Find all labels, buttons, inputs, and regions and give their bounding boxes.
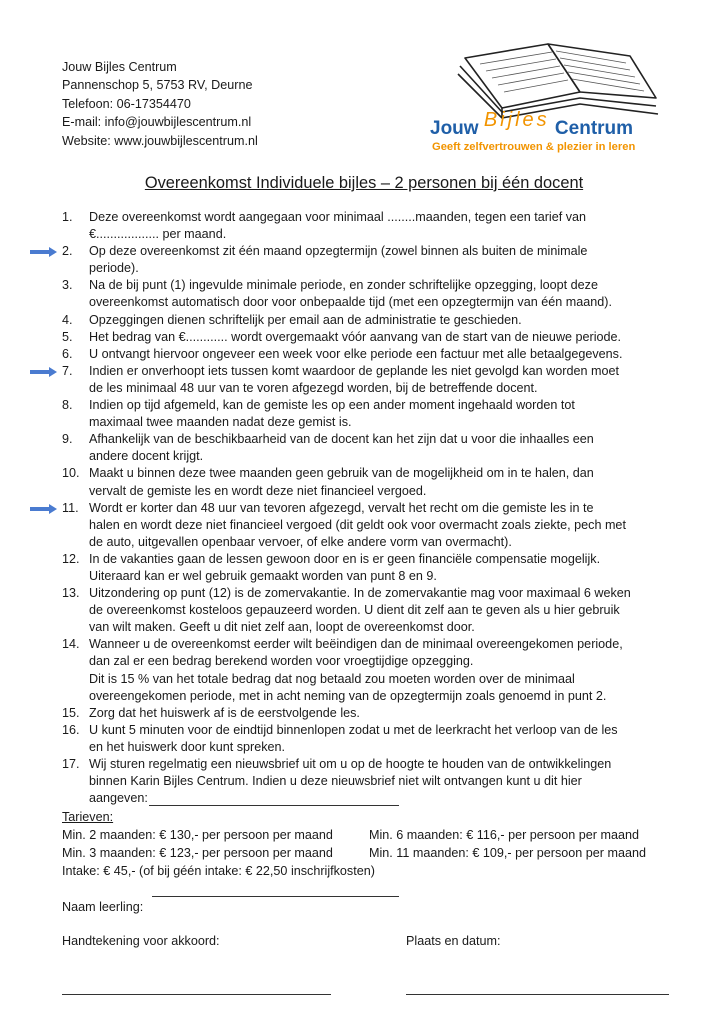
item-text (89, 431, 674, 465)
item-text-line: vervalt de gemiste les en wordt deze niet financieel vergoed. (89, 483, 427, 498)
document-title: Overeenkomst Individuele bijles – 2 personen bij één docent (144, 174, 584, 192)
item-text-line: Deze overeenkomst wordt aangegaan voor minimaal ........maanden, tegen een tarief van (89, 210, 587, 224)
item-text-line: maximaal twee maanden nadat deze gemist is. (89, 415, 352, 430)
item-text-line: Op deze overeenkomst zit één maand opzegtermijn (zowel binnen als buiten de minimale (89, 244, 588, 259)
item-text-line: €.................. per maand. (89, 227, 227, 242)
item-text-line: Zorg dat het huiswerk af is de eerstvolgende les. (89, 705, 360, 720)
tarief-row (62, 844, 647, 862)
address-block (62, 58, 258, 150)
item-number: 17. (62, 757, 80, 771)
item-text-line: de les minimaal 48 uur van te voren afgezegd worden, bij de betreffende docent. (89, 380, 538, 395)
name-input-line[interactable] (152, 896, 399, 897)
item-text (89, 312, 674, 329)
list-item (0, 312, 728, 329)
place-date-line[interactable] (406, 994, 669, 995)
item-number: 7. (62, 363, 73, 378)
tarief-row (62, 826, 639, 844)
logo-word-centrum: Centrum (554, 118, 634, 139)
item-text (89, 397, 674, 431)
item-text-line: Dit is 15 % van het totale bedrag dat nog betaald zou moeten worden over de minimaal (89, 671, 575, 686)
address-phone: Telefoon: 06-17354470 (62, 96, 191, 111)
list-item (0, 431, 728, 465)
address-website: Website: www.jouwbijlescentrum.nl (62, 133, 258, 148)
item-number: 1. (62, 210, 73, 224)
tarief-2-maanden: Min. 2 maanden: € 130,- per persoon per maand (62, 828, 333, 843)
item-number: 14. (62, 637, 80, 652)
item-text-line: Wij sturen regelmatig een nieuwsbrief uit om u op de hoogte te houden van de ontwikkelingen (89, 757, 612, 771)
item-text (89, 585, 674, 636)
item-text-line: Maakt u binnen deze twee maanden geen gebruik van de mogelijkheid om in te halen, dan (89, 466, 594, 481)
tarieven-heading: Tarieven: (62, 810, 114, 824)
item-text (89, 756, 674, 807)
tarief-6-maanden: Min. 6 maanden: € 116,- per persoon per maand (369, 828, 639, 843)
tarief-3-maanden: Min. 3 maanden: € 123,- per persoon per maand (62, 846, 333, 861)
list-item (0, 397, 728, 431)
address-email: E-mail: info@jouwbijlescentrum.nl (62, 115, 252, 130)
item-text (89, 465, 674, 499)
item-number: 11. (62, 500, 79, 515)
company-name: Jouw Bijles Centrum (62, 60, 177, 74)
place-date-label: Plaats en datum: (406, 934, 501, 948)
list-item (0, 500, 728, 551)
item-text-line: aangeven: (89, 790, 674, 807)
item-text-line: overeenkomst automatisch door voor onbepaalde tijd (met een opzegtermijn van één maand). (89, 295, 612, 310)
item-text-line: U kunt 5 minuten voor de eindtijd binnenlopen zodat u met de leerkracht het verloop van de les (89, 722, 618, 737)
item-text (89, 243, 674, 277)
name-label: Naam leerling: (62, 900, 144, 914)
item-text (89, 209, 674, 243)
item-text-line: Uitzondering op punt (12) is de zomervakantie. In de zomervakantie mag voor maximaal 6 weken (89, 586, 631, 601)
item-text-line: van wilt maken. Geeft u dit niet zelf aan, loopt de overeenkomst door. (89, 620, 475, 635)
item-text-line: periode). (89, 261, 139, 276)
list-item (0, 363, 728, 397)
item-number: 16. (62, 722, 80, 737)
tarieven-block (62, 808, 647, 880)
terms-list (0, 209, 728, 807)
logo-word-bijles: Bijles (483, 109, 550, 131)
item-text-line: Indien op tijd afgemeld, kan de gemiste les op een ander moment ingehaald worden tot (89, 398, 575, 413)
item-number: 13. (62, 586, 80, 601)
list-item (0, 209, 728, 243)
item-number: 2. (62, 244, 73, 259)
item-number: 4. (62, 312, 73, 327)
list-item (0, 346, 728, 363)
item-text (89, 636, 674, 704)
item-text-line: Opzeggingen dienen schriftelijk per email aan de administratie te geschieden. (89, 312, 522, 327)
newsletter-optout-line[interactable] (149, 805, 399, 806)
item-number: 8. (62, 398, 73, 413)
item-text-line: Uiteraard kan er wel gebruik gemaakt worden van punt 8 en 9. (89, 568, 437, 583)
list-item (0, 551, 728, 585)
list-item (0, 636, 728, 704)
logo-tagline: Geeft zelfvertrouwen & plezier in leren (432, 141, 636, 153)
item-text (89, 551, 674, 585)
item-text-line: Het bedrag van €............ wordt overgemaakt vóór aanvang van de start van de nieuwe periode. (89, 329, 622, 344)
tarief-intake: Intake: € 45,- (of bij géén intake: € 22,50 inschrijfkosten) (62, 864, 375, 879)
item-text-line: de overeenkomst kosteloos gepauzeerd worden. U dient dit zelf aan te geven als u hier gebruik (89, 603, 620, 618)
item-number: 3. (62, 278, 73, 293)
item-number: 6. (62, 346, 73, 361)
address-street: Pannenschop 5, 5753 RV, Deurne (62, 78, 253, 93)
item-text-line: binnen Karin Bijles Centrum. Indien u deze nieuwsbrief niet wilt ontvangen kunt u dit hier (89, 774, 582, 789)
item-text-line: overeengekomen periode, met in acht neming van de opzegtermijn zoals genoemd in punt 2. (89, 688, 607, 703)
list-item (0, 277, 728, 311)
list-item (0, 465, 728, 499)
item-text-line: In de vakanties gaan de lessen gewoon door en is er geen financiële compensatie mogelijk. (89, 551, 601, 566)
signature-label: Handtekening voor akkoord: (62, 934, 220, 948)
item-text-line: U ontvangt hiervoor ongeveer een week voor elke periode een factuur met alle betaalgegevens. (89, 346, 623, 361)
list-item (0, 722, 728, 756)
logo-wordmark (430, 109, 634, 140)
list-item (0, 705, 728, 722)
arrow-right-icon (30, 247, 57, 257)
list-item (0, 585, 728, 636)
item-text-line: en het huiswerk door kunt spreken. (89, 739, 286, 754)
tarief-11-maanden: Min. 11 maanden: € 109,- per persoon per maand (369, 846, 647, 861)
item-text (89, 363, 674, 397)
item-text-line: Wordt er korter dan 48 uur van tevoren afgezegd, vervalt het recht om die gemiste les in te (89, 500, 594, 515)
item-number: 10. (62, 466, 80, 481)
item-text (89, 346, 674, 363)
arrow-right-icon (30, 367, 57, 377)
item-text-line: andere docent krijgt. (89, 449, 204, 464)
item-number: 9. (62, 432, 73, 447)
signature-line[interactable] (62, 994, 331, 995)
item-text-line: Afhankelijk van de beschikbaarheid van de docent kan het zijn dat u voor die inhaalles een (89, 432, 594, 447)
item-text (89, 329, 674, 346)
list-item (0, 756, 728, 807)
item-text (89, 500, 674, 551)
item-text (89, 705, 674, 722)
item-text (89, 722, 674, 756)
item-text-line: Wanneer u de overeenkomst eerder wilt beëindigen dan de minimaal overeengekomen periode, (89, 637, 623, 652)
list-item (0, 329, 728, 346)
item-number: 15. (62, 705, 80, 720)
item-number: 12. (62, 551, 80, 566)
list-item (0, 243, 728, 277)
item-text (89, 277, 674, 311)
item-text-line: Indien er onverhoopt iets tussen komt waardoor de geplande les niet gevolgd kan worden moet (89, 363, 619, 378)
item-text-line: halen en wordt deze niet financieel vergoed (dit geldt ook voor overmacht zoals ziekte, pech met (89, 517, 626, 532)
item-text-line: Na de bij punt (1) ingevulde minimale periode, en zonder schriftelijke opzegging, loopt deze (89, 278, 598, 293)
arrow-right-icon (30, 504, 57, 514)
logo-word-jouw: Jouw (430, 118, 479, 139)
item-text-line: dan zal er een bedrag berekend worden voor vroegtijdige opzegging. (89, 654, 474, 669)
item-number: 5. (62, 329, 73, 344)
item-text-line: de auto, uitgevallen openbaar vervoer, of elke andere vorm van overmacht). (89, 534, 512, 549)
